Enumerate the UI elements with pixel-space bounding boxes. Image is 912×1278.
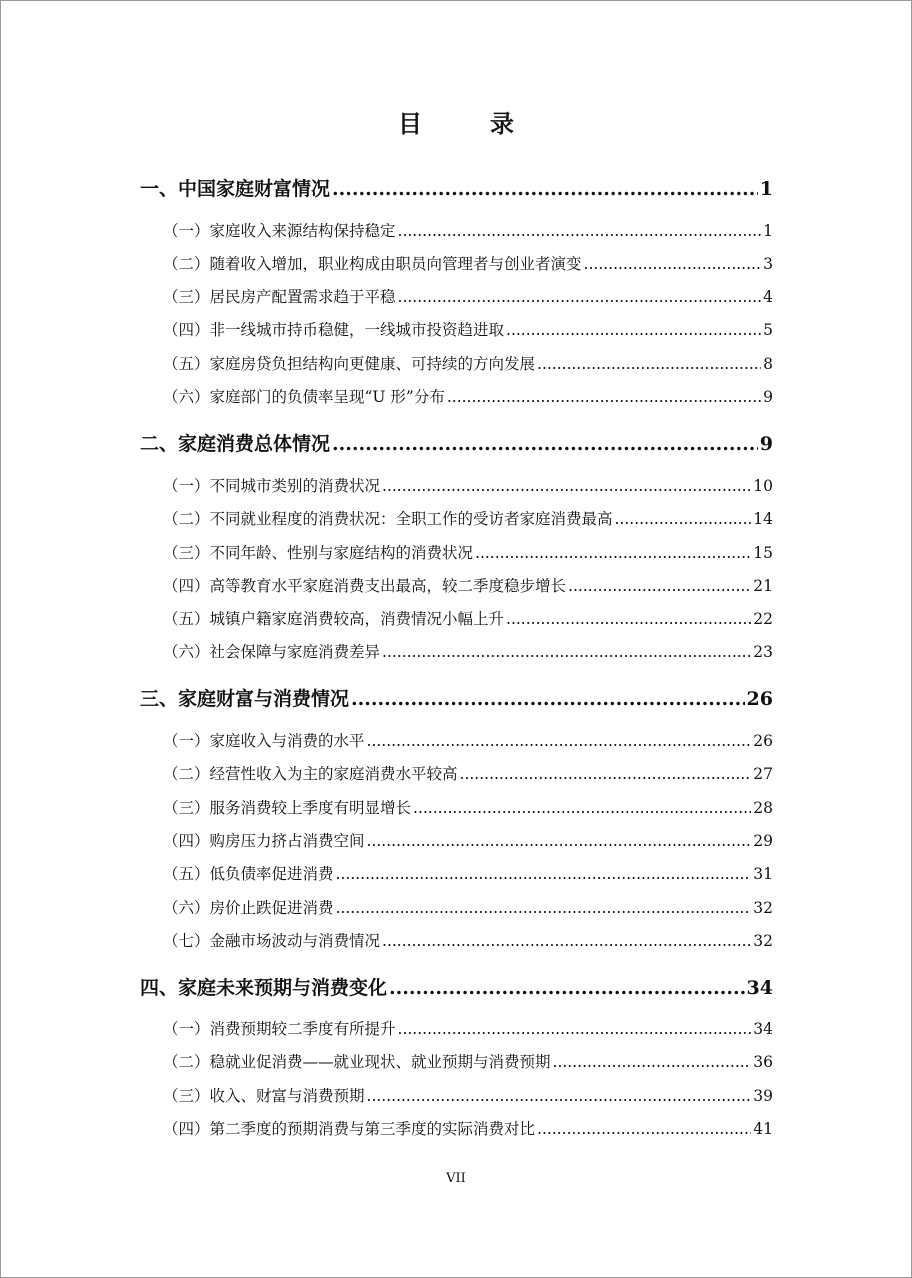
toc-item-label: （一）家庭收入与消费的水平 (163, 732, 365, 750)
toc-item[interactable] (163, 318, 773, 340)
toc-leader (447, 388, 761, 406)
toc-leader (553, 1053, 752, 1071)
toc-item-label: （三）服务消费较上季度有明显增长 (163, 799, 412, 817)
toc-item-page: 32 (753, 932, 773, 950)
toc-item[interactable] (163, 285, 773, 307)
toc-leader (382, 477, 751, 495)
footer-page-number: VII (446, 1171, 466, 1186)
toc-item-page: 23 (753, 643, 773, 661)
toc-item-label: （七）金融市场波动与消费情况 (163, 932, 381, 950)
toc-leader (367, 832, 752, 850)
toc-item-page: 32 (753, 899, 773, 917)
toc-section-page: 34 (746, 977, 773, 999)
toc-item-page: 5 (763, 321, 773, 339)
toc-leader (584, 255, 762, 273)
toc-leader (537, 1120, 751, 1138)
toc-item[interactable] (163, 862, 773, 884)
toc-item-label: （一）家庭收入来源结构保持稳定 (163, 222, 396, 240)
toc-item-label: （六）家庭部门的负债率呈现“U 形”分布 (163, 388, 445, 406)
toc-item-page: 4 (763, 288, 773, 306)
toc-item-label: （五）低负债率促进消费 (163, 865, 334, 883)
toc-item-page: 15 (753, 544, 773, 562)
toc-leader (332, 433, 758, 455)
toc-section-3[interactable] (140, 684, 773, 711)
toc-section-label: 一、中国家庭财富情况 (140, 178, 331, 200)
toc-item-label: （四）购房压力挤占消费空间 (163, 832, 365, 850)
toc-section-page: 26 (746, 688, 773, 710)
toc-item-page: 31 (753, 865, 773, 883)
toc-item-page: 22 (753, 610, 773, 628)
toc-leader (615, 510, 752, 528)
toc-leader (367, 1087, 752, 1105)
toc-item-page: 29 (753, 832, 773, 850)
toc-item-page: 10 (753, 477, 773, 495)
toc-item-page: 36 (753, 1053, 773, 1071)
toc-item-page: 21 (753, 577, 773, 595)
toc-item-page: 1 (763, 222, 773, 240)
toc-item-label: （四）高等教育水平家庭消费支出最高，较二季度稳步增长 (163, 577, 567, 595)
toc-item-page: 28 (753, 799, 773, 817)
toc-item-label: （三）居民房产配置需求趋于平稳 (163, 288, 396, 306)
toc-item-page: 14 (753, 510, 773, 528)
toc-item-label: （一）不同城市类别的消费状况 (163, 477, 381, 495)
toc-item[interactable] (163, 640, 773, 662)
toc-item-label: （四）第二季度的预期消费与第三季度的实际消费对比 (163, 1120, 536, 1138)
toc-leader (382, 932, 751, 950)
toc-leader (398, 288, 762, 306)
toc-item-label: （二）随着收入增加，职业构成由职员向管理者与创业者演变 (163, 255, 582, 273)
toc-leader (413, 799, 751, 817)
toc-title: 目 录 (398, 109, 536, 138)
toc-item-label: （六）社会保障与家庭消费差异 (163, 643, 381, 661)
toc-item-page: 41 (753, 1120, 773, 1138)
toc-item-page: 26 (753, 732, 773, 750)
toc-item-label: （二）不同就业程度的消费状况：全职工作的受访者家庭消费最高 (163, 510, 613, 528)
toc-item-label: （三）收入、财富与消费预期 (163, 1087, 365, 1105)
toc-item[interactable] (163, 541, 773, 563)
toc-item[interactable] (163, 574, 773, 596)
toc-leader (382, 643, 751, 661)
toc-leader (336, 899, 752, 917)
toc-leader (389, 977, 745, 999)
toc-item[interactable] (163, 1117, 773, 1139)
toc-item[interactable] (163, 1084, 773, 1106)
toc-item-label: （一）消费预期较二季度有所提升 (163, 1020, 396, 1038)
toc-item[interactable] (163, 762, 773, 784)
toc-item-label: （二）稳就业促消费——就业现状、就业预期与消费预期 (163, 1053, 551, 1071)
toc-leader (475, 544, 751, 562)
toc-item-page: 9 (763, 388, 773, 406)
toc-leader (367, 732, 752, 750)
toc-item-page: 34 (753, 1020, 773, 1038)
toc-item[interactable] (163, 607, 773, 629)
toc-item-page: 8 (763, 355, 773, 373)
toc-item[interactable] (163, 252, 773, 274)
toc-item[interactable] (163, 896, 773, 918)
toc-item[interactable] (163, 352, 773, 374)
toc-item[interactable] (163, 507, 773, 529)
toc-section-page: 1 (759, 178, 773, 200)
toc-leader (398, 222, 762, 240)
toc-item-label: （三）不同年龄、性别与家庭结构的消费状况 (163, 544, 474, 562)
toc-section-label: 四、家庭未来预期与消费变化 (140, 977, 388, 999)
toc-leader (460, 765, 752, 783)
toc-item[interactable] (163, 474, 773, 496)
toc-item-label: （五）家庭房贷负担结构向更健康、可持续的方向发展 (163, 355, 536, 373)
toc-item[interactable] (163, 1017, 773, 1039)
toc-section-4[interactable] (140, 973, 773, 1000)
toc-leader (351, 688, 745, 710)
toc-item[interactable] (163, 829, 773, 851)
toc-leader (537, 355, 761, 373)
toc-item-label: （六）房价止跌促进消费 (163, 899, 334, 917)
toc-leader (506, 610, 751, 628)
toc-leader (332, 178, 758, 200)
toc-item-page: 3 (763, 255, 773, 273)
toc-item[interactable] (163, 796, 773, 818)
toc-item-label: （五）城镇户籍家庭消费较高，消费情况小幅上升 (163, 610, 505, 628)
toc-leader (506, 321, 761, 339)
toc-item-label: （四）非一线城市持币稳健，一线城市投资趋进取 (163, 321, 505, 339)
toc-section-label: 三、家庭财富与消费情况 (140, 688, 350, 710)
toc-item[interactable] (163, 219, 773, 241)
toc-section-2[interactable] (140, 429, 773, 456)
toc-item[interactable] (163, 385, 773, 407)
toc-item-page: 27 (753, 765, 773, 783)
toc-section-1[interactable] (140, 174, 773, 201)
toc-leader (568, 577, 751, 595)
toc-section-label: 二、家庭消费总体情况 (140, 433, 331, 455)
toc-item-page: 39 (753, 1087, 773, 1105)
toc-item[interactable] (163, 729, 773, 751)
toc-leader (336, 865, 752, 883)
toc-section-page: 9 (759, 433, 773, 455)
toc-item[interactable] (163, 1050, 773, 1072)
toc-item-label: （二）经营性收入为主的家庭消费水平较高 (163, 765, 458, 783)
toc-leader (398, 1020, 752, 1038)
toc-item[interactable] (163, 929, 773, 951)
